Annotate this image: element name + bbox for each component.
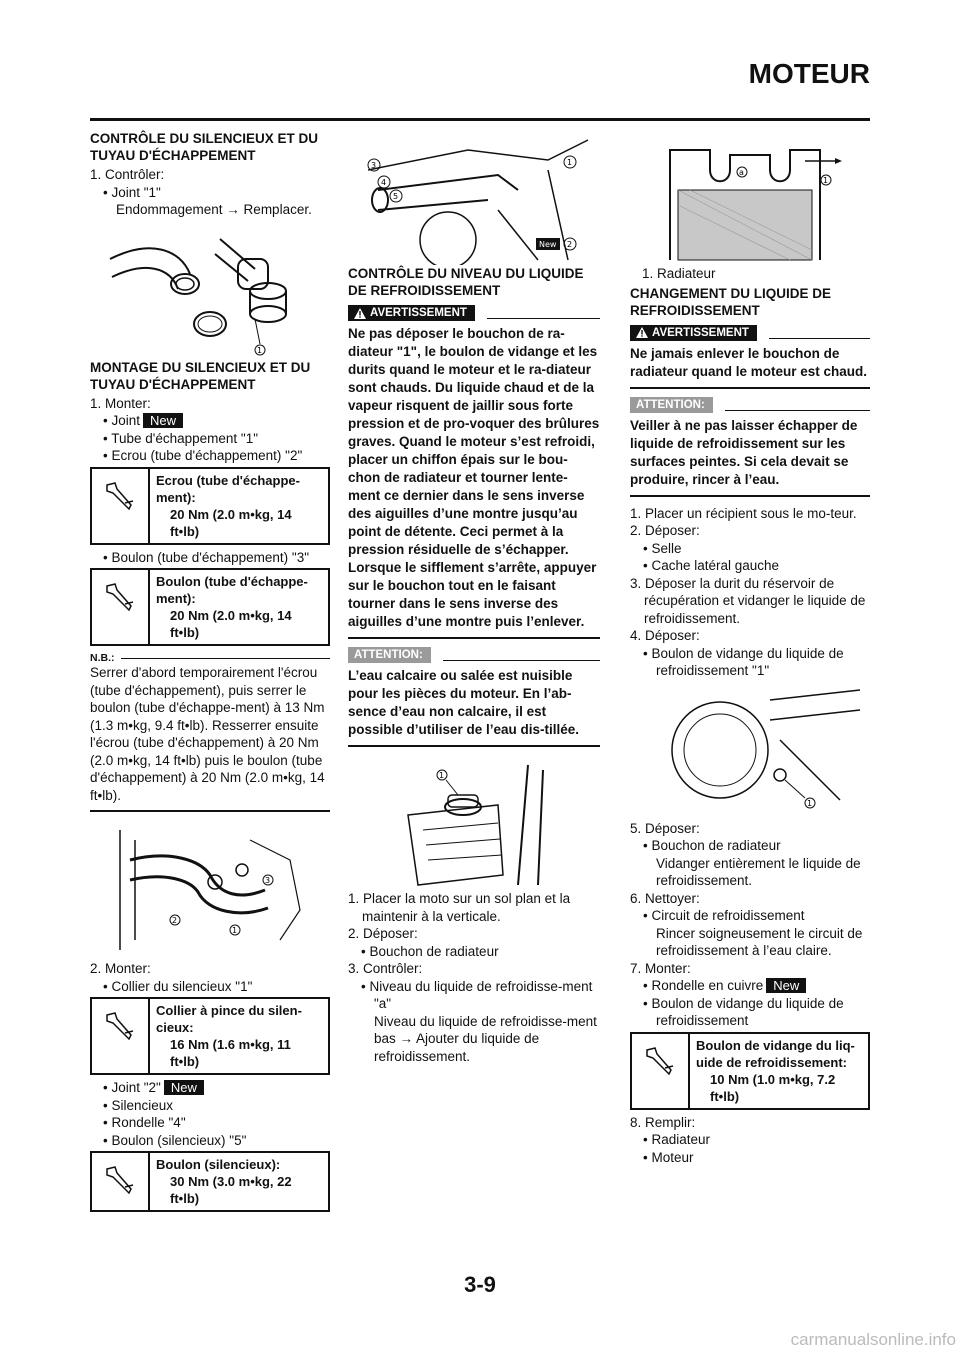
- attention-text: Veiller à ne pas laisser échapper de liquide de refroidissement sur les surfaces peintes. Si cela devait se produire, rincer à l’eau.: [630, 417, 858, 487]
- bullet: • Circuit de refroidissement: [643, 908, 805, 923]
- bullet-text: • Joint "2": [103, 1080, 161, 1095]
- page-number: 3-9: [464, 1272, 496, 1297]
- svg-text:5: 5: [393, 192, 399, 201]
- column-1: [90, 130, 330, 1216]
- step: 2. Déposer:: [630, 523, 700, 538]
- svg-text:1: 1: [439, 771, 445, 780]
- bullet: • Boulon de vidange du liquide de refroidissement: [643, 995, 844, 1028]
- torque-box: [90, 1151, 330, 1212]
- step: 4. Déposer:: [630, 628, 700, 643]
- wrench-icon: [92, 570, 150, 644]
- torque-box: [90, 467, 330, 545]
- step: 3. Déposer la durit du réservoir de récupération et vidanger le liquide de refroidissement.: [630, 575, 866, 626]
- page-title: MOTEUR: [748, 58, 870, 89]
- svg-text:3: 3: [371, 161, 377, 170]
- torque-title: Boulon (silencieux):: [156, 1157, 281, 1172]
- svg-text:1: 1: [823, 176, 829, 185]
- header-rule: [90, 118, 870, 121]
- svg-text:1: 1: [567, 158, 573, 167]
- section-title: CONTRÔLE DU SILENCIEUX ET DU TUYAU D'ÉCHAPPEMENT: [90, 131, 319, 163]
- step: 5. Déposer:: [630, 820, 700, 836]
- warning-header: [630, 325, 870, 341]
- muffler-figure: [348, 130, 600, 265]
- bullet: • Tube d'échappement "1": [103, 430, 258, 446]
- drain-bolt-figure: [630, 680, 870, 820]
- wrench-icon: [92, 469, 150, 543]
- warning-text: Ne jamais enlever le bouchon de radiateur quand le moteur est chaud.: [630, 345, 868, 379]
- warning-label: AVERTISSEMENT: [652, 326, 749, 339]
- bullet-text: • Rondelle en cuivre: [643, 978, 764, 993]
- bullet: [630, 977, 870, 995]
- column-3: [630, 130, 870, 1166]
- bullet: • Radiateur: [643, 1132, 711, 1147]
- bullet: [90, 412, 330, 430]
- bullet: [90, 1079, 330, 1097]
- step: 1. Placer un récipient sous le mo-teur.: [630, 505, 857, 521]
- divider: [348, 637, 600, 639]
- exhaust-figure: [90, 820, 330, 960]
- torque-value: 16 Nm (1.6 m•kg, 11 ft•lb): [170, 1037, 291, 1069]
- bullet: • Moteur: [643, 1149, 694, 1165]
- bullet: • Cache latéral gauche: [643, 558, 780, 573]
- bullet: • Boulon de vidange du liquide de refroidissement "1": [643, 645, 844, 678]
- column-2: [348, 130, 600, 1065]
- sub-text: Niveau du liquide de refroidisse-ment bas → Ajouter du liquide de refroidissement.: [374, 1013, 597, 1064]
- attention-header: [630, 397, 870, 413]
- radiator-cap-figure: [348, 755, 600, 890]
- wrench-icon: [632, 1034, 690, 1108]
- attention-text: L’eau calcaire ou salée est nuisible pour les pièces du moteur. En l’ab-sence d’eau non calcaire, il est possible d’utiliser de l’eau dis-tillée.: [348, 668, 580, 737]
- wrench-icon: [92, 1153, 150, 1210]
- footer-watermark[interactable]: carmanualsonline.info: [790, 1330, 956, 1349]
- bullet: • Niveau du liquide de refroidisse-ment "a": [361, 978, 593, 1011]
- warning-icon: [636, 327, 648, 338]
- note-label: N.B.:: [90, 652, 115, 664]
- section-title: CHANGEMENT DU LIQUIDE DE REFROIDISSEMENT: [630, 285, 832, 318]
- warning-header: [348, 305, 600, 321]
- step: 3. Contrôler:: [348, 961, 423, 976]
- divider: [630, 495, 870, 497]
- step: 1. Placer la moto sur un sol plan et la maintenir à la verticale.: [348, 891, 571, 924]
- bullet: • Rondelle "4": [103, 1115, 186, 1130]
- torque-title: Ecrou (tube d'échappe-ment):: [156, 472, 300, 505]
- bullet: • Silencieux: [103, 1097, 174, 1113]
- new-badge: New: [143, 413, 183, 428]
- sub-text: Rincer soigneusement le circuit de refroidissement à l’eau claire.: [656, 925, 863, 958]
- step: 2. Déposer:: [348, 926, 418, 941]
- svg-text:a: a: [739, 168, 744, 177]
- bullet: • Joint "1": [103, 184, 161, 200]
- warning-icon: [354, 308, 366, 319]
- torque-value: 10 Nm (1.0 m•kg, 7.2 ft•lb): [710, 1071, 836, 1104]
- torque-value: 30 Nm (3.0 m•kg, 22 ft•lb): [170, 1174, 292, 1206]
- divider: [90, 810, 330, 812]
- bullet: • Ecrou (tube d'échappement) "2": [103, 448, 303, 463]
- attention-header: [348, 647, 600, 663]
- warning-text: Ne pas déposer le bouchon de ra-diateur "1", le boulon de vidange et les durits quand le moteur et le ra-diateur sont chauds. Du liquide chaud et de la vapeur risquent de jaillir sous forte pression et de pro-voquer des brûlures graves. Quand le moteur s’est refroidi, placer un chiffon épais sur le bou-chon de radiateur et tourner lente-ment ce dernier dans le sens inverse des aiguilles d’une montre jusqu’au point de détente. Ceci permet à la pression résiduelle de s’échapper. Lorsque le sifflement s’arrête, appuyer sur le bouchon tout en le faisant tourner dans le sens inverse des aiguilles d’une montre puis l’enlever.: [348, 326, 600, 629]
- bullet: • Boulon (silencieux) "5": [103, 1132, 247, 1148]
- svg-text:1: 1: [232, 926, 238, 935]
- note-text: Serrer d'abord temporairement l'écrou (tube d'échappement), puis serrer le boulon (tube d'échappe-ment) à 13 Nm (1.3 m•kg, 9.4 ft•lb). Resserrer ensuite l'écrou (tube d'échappement) à 20 Nm (2.0 m•kg, 14 ft•lb) puis le boulon (tube d'échappement) à 20 Nm (2.0 m•kg, 14 ft•lb).: [90, 665, 325, 803]
- bullet: • Bouchon de radiateur: [643, 838, 781, 853]
- new-badge: New: [164, 1080, 204, 1095]
- step: 8. Remplir:: [630, 1114, 696, 1130]
- sub-text: Endommagement → Remplacer.: [116, 202, 312, 217]
- torque-title: Boulon de vidange du liq-uide de refroidissement:: [696, 1037, 855, 1070]
- bullet: • Bouchon de radiateur: [361, 943, 499, 959]
- bullet: • Collier du silencieux "1": [103, 978, 253, 994]
- bullet: • Selle: [643, 540, 682, 556]
- divider: [630, 387, 870, 389]
- new-badge: New: [539, 240, 557, 249]
- gasket-figure: [90, 219, 330, 359]
- torque-value: 20 Nm (2.0 m•kg, 14 ft•lb): [170, 608, 292, 640]
- torque-value: 20 Nm (2.0 m•kg, 14 ft•lb): [170, 506, 292, 539]
- torque-box: [90, 568, 330, 646]
- torque-box: [630, 1032, 870, 1110]
- svg-text:2: 2: [567, 240, 573, 249]
- svg-text:3: 3: [265, 876, 271, 885]
- step: 6. Nettoyer:: [630, 890, 700, 906]
- step: 7. Monter:: [630, 960, 691, 976]
- step: 2. Monter:: [90, 961, 151, 976]
- svg-text:2: 2: [172, 916, 178, 925]
- divider: [348, 745, 600, 747]
- svg-text:1: 1: [257, 345, 263, 355]
- step: 1. Contrôler:: [90, 167, 165, 182]
- svg-text:1: 1: [807, 798, 813, 808]
- torque-title: Collier à pince du silen-cieux:: [156, 1003, 302, 1035]
- torque-title: Boulon (tube d'échappe-ment):: [156, 574, 308, 606]
- section-title: CONTRÔLE DU NIVEAU DU LIQUIDE DE REFROIDISSEMENT: [348, 266, 584, 298]
- section-title: MONTAGE DU SILENCIEUX ET DU TUYAU D'ÉCHAPPEMENT: [90, 359, 311, 392]
- attention-label: ATTENTION:: [630, 397, 713, 413]
- attention-label: ATTENTION:: [348, 647, 431, 663]
- step: 1. Monter:: [90, 395, 151, 411]
- radiator-level-figure: [630, 130, 870, 265]
- bullet-text: • Joint: [103, 413, 140, 428]
- torque-box: [90, 997, 330, 1075]
- note-header: [90, 652, 330, 664]
- svg-text:4: 4: [381, 178, 387, 187]
- warning-label: AVERTISSEMENT: [370, 307, 467, 319]
- bullet: • Boulon (tube d'échappement) "3": [103, 549, 310, 565]
- figure-caption: 1. Radiateur: [642, 266, 716, 281]
- new-badge: New: [766, 978, 806, 993]
- wrench-icon: [92, 999, 150, 1073]
- sub-text: Vidanger entièrement le liquide de refroidissement.: [656, 855, 861, 888]
